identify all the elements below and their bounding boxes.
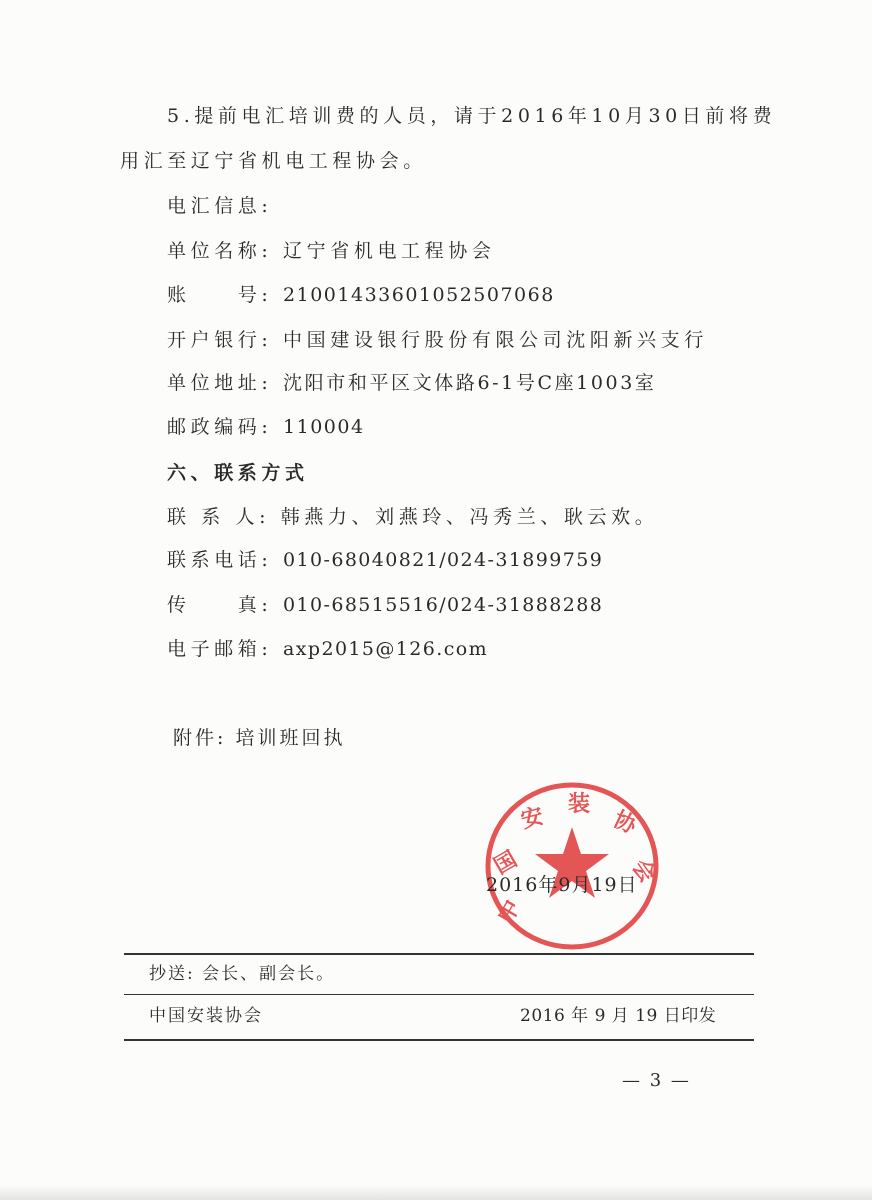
body-line-prepay: 5.提前电汇培训费的人员，请于2016年10月30日前将费 xyxy=(167,105,777,127)
contact-email-line: 电子邮箱: axp2015@126.com xyxy=(167,638,489,660)
svg-text:装: 装 xyxy=(567,792,591,817)
wire-info-label: 电汇信息: xyxy=(167,195,273,217)
issue-date: 2016 年 9 月 19 日印发 xyxy=(520,1006,717,1026)
body-line-remit: 用汇至辽宁省机电工程协会。 xyxy=(120,150,427,172)
svg-text:中: 中 xyxy=(493,895,526,928)
footer-rule-bottom xyxy=(124,1039,754,1041)
contact-person-line: 联 系 人: 韩燕力、刘燕玲、冯秀兰、耿云欢。 xyxy=(167,506,659,528)
svg-text:国: 国 xyxy=(489,847,522,880)
svg-text:安: 安 xyxy=(518,803,547,834)
contact-heading: 六、联系方式 xyxy=(167,462,309,484)
official-seal-stamp xyxy=(482,779,662,953)
unit-name-line: 单位名称: 辽宁省机电工程协会 xyxy=(167,240,496,262)
contact-fax-line: 传 真: 010-68515516/024-31888288 xyxy=(167,594,604,616)
svg-text:协: 协 xyxy=(609,807,641,840)
svg-text:会: 会 xyxy=(626,855,660,888)
cc-line: 抄送: 会长、副会长。 xyxy=(149,964,336,984)
postcode-line: 邮政编码: 110004 xyxy=(167,416,365,438)
address-line: 单位地址: 沈阳市和平区文体路6-1号C座1003室 xyxy=(167,372,657,394)
contact-phone-line: 联系电话: 010-68040821/024-31899759 xyxy=(167,549,604,571)
attachment-line: 附件: 培训班回执 xyxy=(173,727,346,749)
scan-edge-shadow xyxy=(0,1185,872,1200)
issuer-name: 中国安装协会 xyxy=(149,1006,263,1026)
account-line: 账 号: 21001433601052507068 xyxy=(167,284,555,306)
footer-rule-middle xyxy=(124,994,754,995)
bank-line: 开户银行: 中国建设银行股份有限公司沈阳新兴支行 xyxy=(167,329,708,351)
signature-date: 2016年9月19日 xyxy=(486,874,638,896)
page-number: — 3 — xyxy=(622,1070,691,1091)
footer-rule-top xyxy=(124,953,754,955)
